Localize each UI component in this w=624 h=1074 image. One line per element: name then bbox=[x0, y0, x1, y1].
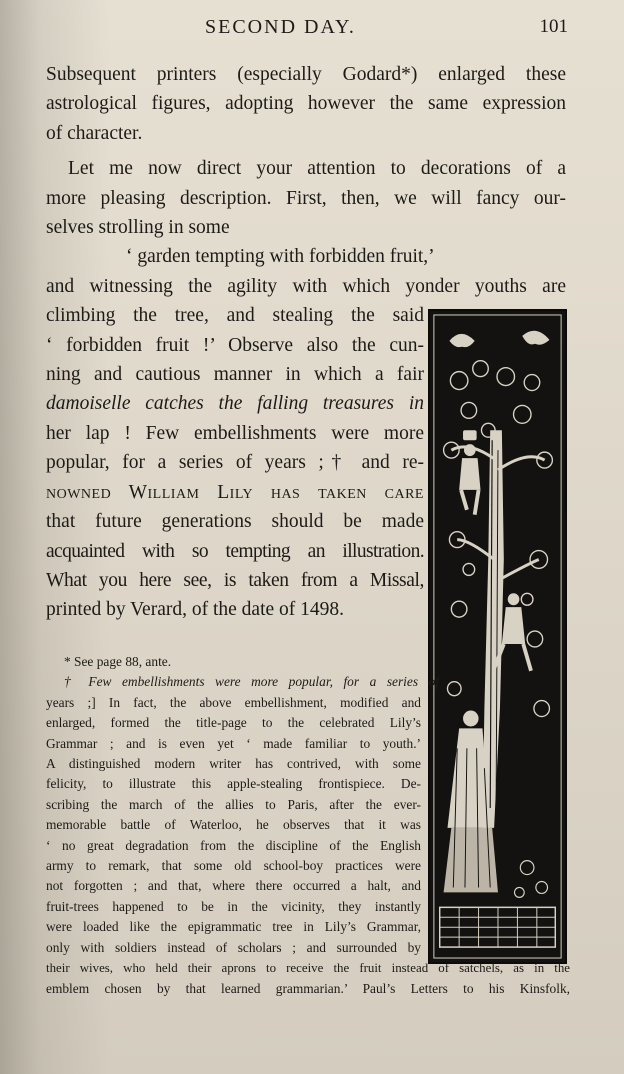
page-number: 101 bbox=[539, 16, 568, 37]
body-line: of character. bbox=[46, 122, 143, 144]
body-line: more pleasing description. First, then, we will fancy our- bbox=[46, 187, 566, 209]
quoted-line: ‘ garden tempting with forbidden fruit,’ bbox=[126, 246, 435, 268]
body-line: damoiselle catches the falling treasures in bbox=[46, 393, 424, 415]
body-line: selves strolling in some bbox=[46, 217, 230, 239]
body-line: and witnessing the agility with which yonder youths are bbox=[46, 275, 566, 297]
body-line: her lap ! Few embellishments were more bbox=[46, 422, 424, 444]
footnote-line: were loaded like the epigrammatic tree in Lily’s Grammar, bbox=[46, 919, 421, 935]
footnote-line: ‘ no great degradation from the discipline of the English bbox=[46, 837, 421, 853]
body-line: Let me now direct your attention to decorations of a bbox=[68, 158, 566, 180]
body-line: climbing the tree, and stealing the said bbox=[46, 305, 424, 327]
body-line: acquainted with so tempting an illustration. bbox=[46, 540, 424, 562]
footnote-line: fruit-trees happened to be in the vicinity, they instantly bbox=[46, 898, 421, 914]
running-head: SECOND DAY. bbox=[205, 16, 356, 38]
footnote-line: emblem chosen by that learned grammarian.’ Paul’s Letters to his Kinsfolk, bbox=[46, 980, 570, 996]
footnote-line: only with soldiers instead of scholars ; and surrounded by bbox=[46, 939, 421, 955]
body-line: printed by Verard, of the date of 1498. bbox=[46, 599, 345, 621]
footnote-line: their wives, who held their aprons to receive the fruit instead of satchels, as in the bbox=[46, 961, 570, 976]
body-line: ‘ forbidden fruit !’ Observe also the cun- bbox=[46, 334, 424, 356]
body-line: popular, for a series of years ;† and re- bbox=[46, 452, 424, 474]
footnote-line: memorable battle of Waterloo, he observes that it was bbox=[46, 817, 421, 833]
body-line: ning and cautious manner in which a fair bbox=[46, 364, 424, 386]
footnote-line: A distinguished modern writer has contrived, with some bbox=[46, 756, 421, 772]
footnote-line: not forgotten ; and that, where there occurred a halt, and bbox=[46, 878, 421, 894]
body-line: Subsequent printers (especially Godard*) enlarged these bbox=[46, 64, 566, 85]
footnote-line: enlarged, formed the title-page to the celebrated Lily’s bbox=[46, 715, 421, 731]
body-line: What you here see, is taken from a Missal, bbox=[46, 569, 424, 591]
footnote-line: army to remark, that some old school-boy practices were bbox=[46, 858, 421, 874]
footnote-line: * See page 88, ante. bbox=[64, 654, 172, 669]
footnote-line: † Few embellishments were more popular, for a series of bbox=[64, 674, 439, 690]
body-line: astrological figures, adopting however the same expression bbox=[46, 93, 566, 115]
body-line: nowned William Lily has taken care bbox=[46, 481, 424, 503]
footnote-line: scribing the march of the allies to Paris, after the ever- bbox=[46, 796, 421, 812]
footnote-line: years ;] In fact, the above embellishment, modified and bbox=[46, 694, 421, 710]
footnote-line: Grammar ; and is even yet ‘ made familiar to youth.’ bbox=[46, 735, 421, 751]
page-header bbox=[0, 14, 624, 44]
footnotes bbox=[46, 652, 570, 999]
body-line: that future generations should be made bbox=[46, 511, 424, 533]
footnote-line: felicity, to illustrate this apple-stealing frontispiece. De- bbox=[46, 776, 421, 792]
